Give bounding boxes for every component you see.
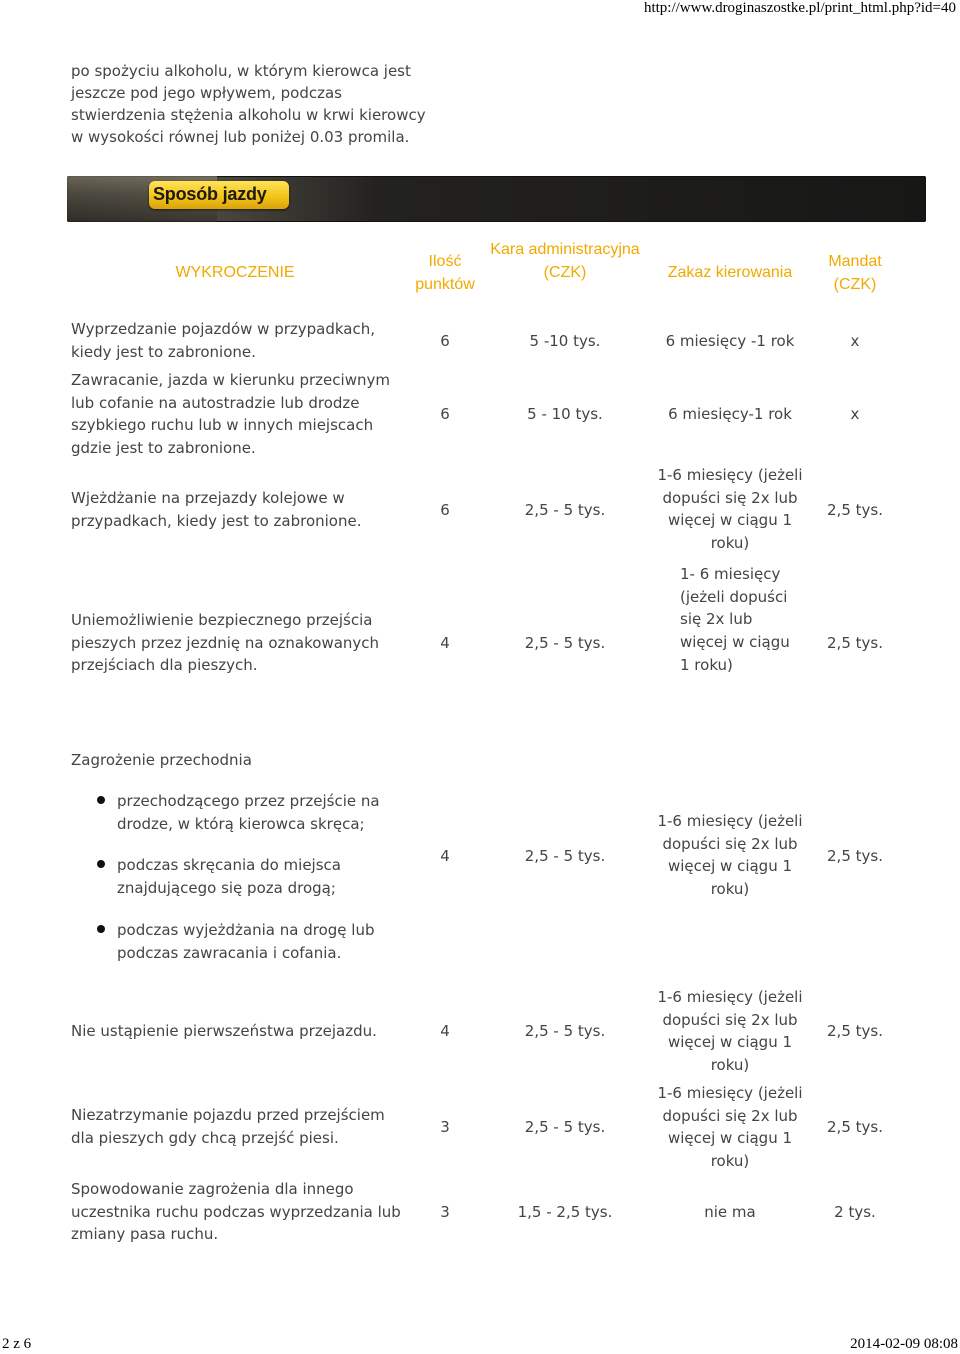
bullet-icon	[97, 925, 105, 933]
row-6-offense: Niezatrzymanie pojazdu przed przejściem dla pieszych gdy chcą przejść piesi.	[71, 1106, 385, 1147]
row-3-ban: 1- 6 miesięcy (jeżeli dopuści się 2x lub więcej w ciągu 1 roku)	[680, 565, 790, 674]
print-datetime: 2014-02-09 08:08	[850, 1336, 958, 1352]
list-item	[97, 854, 397, 899]
row-7-points: 3	[440, 1203, 450, 1221]
row-1-ban: 6 miesięcy-1 rok	[668, 405, 792, 423]
row-6-points: 3	[440, 1118, 450, 1136]
row-3-offense: Uniemożliwienie bezpiecznego przejścia pieszych przez jezdnię na oznakowanych przejściach dla pieszych.	[71, 611, 380, 675]
print-url: http://www.droginaszostke.pl/print_html.php?id=40	[643, 0, 956, 16]
row-5-points: 4	[440, 1022, 450, 1040]
row-2-fine: 2,5 - 5 tys.	[524, 501, 606, 519]
row-4-bullet-1: podczas skręcania do miejsca znajdującego się poza drogą;	[117, 856, 341, 898]
row-5-ban: 1-6 miesięcy (jeżeli dopuści się 2x lub więcej w ciągu 1 roku)	[657, 988, 803, 1075]
row-3-points: 4	[440, 634, 450, 652]
section-banner	[67, 176, 926, 222]
header-points: Ilość punktów	[415, 253, 475, 293]
row-4-bullet-2: podczas wyjeżdżania na drogę lub podczas zawracania i cofania.	[117, 920, 375, 962]
intro-paragraph: po spożyciu alkoholu, w którym kierowca jest jeszcze pod jego wpływem, podczas stwierdzenia stężenia alkoholu w krwi kierowcy w wysokości równej lub poniżej 0.03 promila.	[71, 62, 426, 146]
row-5-offense: Nie ustąpienie pierwszeństwa przejazdu.	[71, 1022, 377, 1040]
row-5-fine: 2,5 - 5 tys.	[524, 1022, 606, 1040]
row-2-ban: 1-6 miesięcy (jeżeli dopuści się 2x lub więcej w ciągu 1 roku)	[657, 466, 803, 553]
row-1-offense: Zawracanie, jazda w kierunku przeciwnym lub cofanie na autostradzie lub drodze szybkiego ruchu lub w innych miejscach gdzie jest to zabronione.	[71, 371, 390, 458]
row-6-fine: 2,5 - 5 tys.	[524, 1118, 606, 1136]
row-7-ticket: 2 tys.	[834, 1203, 876, 1221]
row-0-points: 6	[440, 332, 450, 350]
row-7-fine: 1,5 - 2,5 tys.	[517, 1203, 613, 1221]
page-number: 2 z 6	[2, 1336, 32, 1352]
header-fine: Kara administracyjna (CZK)	[490, 241, 640, 281]
row-1-fine: 5 - 10 tys.	[527, 405, 603, 423]
row-5-ticket: 2,5 tys.	[827, 1022, 883, 1040]
list-item	[97, 919, 397, 964]
banner-label: Sposób jazdy	[153, 184, 267, 204]
row-0-ban: 6 miesięcy -1 rok	[665, 332, 795, 350]
row-3-ticket: 2,5 tys.	[827, 634, 883, 652]
header-offense: WYKROCZENIE	[175, 264, 295, 281]
row-6-ticket: 2,5 tys.	[827, 1118, 883, 1136]
row-2-ticket: 2,5 tys.	[827, 501, 883, 519]
list-item	[97, 790, 397, 835]
row-0-offense: Wyprzedzanie pojazdów w przypadkach, kiedy jest to zabronione.	[71, 320, 376, 361]
header-ticket: Mandat (CZK)	[828, 253, 882, 293]
row-2-points: 6	[440, 501, 450, 519]
row-7-offense: Spowodowanie zagrożenia dla innego uczestnika ruchu podczas wyprzedzania lub zmiany pasa ruchu.	[71, 1180, 401, 1244]
row-7-ban: nie ma	[704, 1203, 756, 1221]
bullet-icon	[97, 860, 105, 868]
row-3-fine: 2,5 - 5 tys.	[524, 634, 606, 652]
header-ban: Zakaz kierowania	[667, 264, 793, 281]
row-0-fine: 5 -10 tys.	[529, 332, 601, 350]
row-4-points: 4	[440, 847, 450, 865]
row-4-ban: 1-6 miesięcy (jeżeli dopuści się 2x lub więcej w ciągu 1 roku)	[657, 812, 803, 899]
bullet-icon	[97, 796, 105, 804]
row-4-bullet-0: przechodzącego przez przejście na drodze, w którą kierowca skręca;	[117, 792, 380, 833]
row-1-ticket: x	[850, 405, 860, 423]
row-4-offense: Zagrożenie przechodnia	[71, 751, 252, 769]
row-1-points: 6	[440, 405, 450, 423]
row-4-bullet-list	[97, 790, 397, 964]
row-4-ticket: 2,5 tys.	[827, 847, 883, 865]
row-0-ticket: x	[850, 332, 860, 350]
row-4-fine: 2,5 - 5 tys.	[524, 847, 606, 865]
row-2-offense: Wjeżdżanie na przejazdy kolejowe w przypadkach, kiedy jest to zabronione.	[71, 489, 362, 530]
row-6-ban: 1-6 miesięcy (jeżeli dopuści się 2x lub więcej w ciągu 1 roku)	[657, 1084, 803, 1171]
